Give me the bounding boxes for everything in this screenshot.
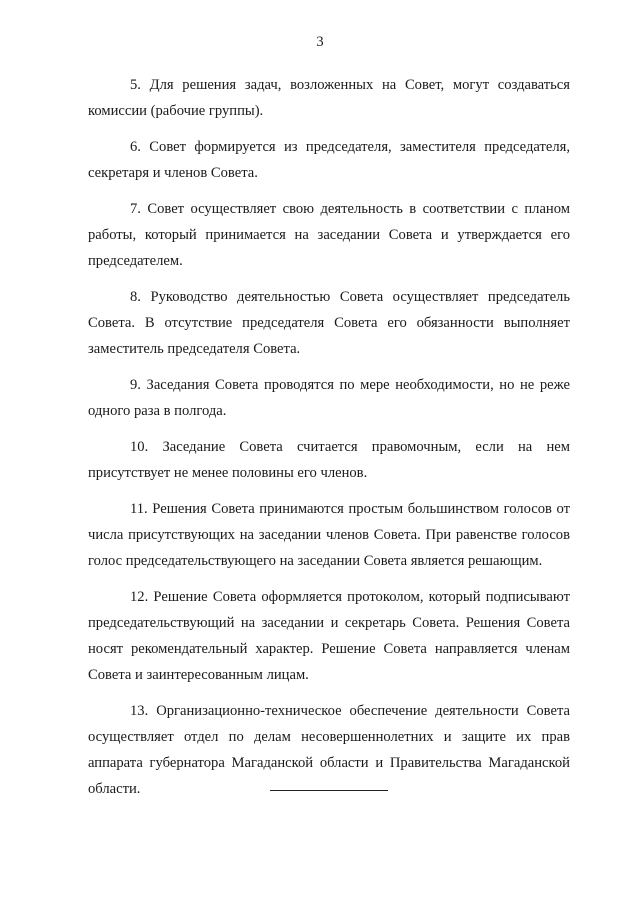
paragraph-13: 13. Организационно-техническое обеспечение деятельности Совета осуществляет отдел по делам несовершеннолетних и защите их прав аппарата губернатора Магаданской области и Правительства Магаданской области. <box>88 703 570 797</box>
paragraph-9: 9. Заседания Совета проводятся по мере необходимости, но не реже одного раза в полгода. <box>88 377 570 419</box>
paragraph-8: 8. Руководство деятельностью Совета осуществляет председатель Совета. В отсутствие председателя Совета его обязанности выполняет заместитель председателя Совета. <box>88 289 570 357</box>
paragraph-6: 6. Совет формируется из председателя, заместителя председателя, секретаря и членов Совета. <box>88 139 570 181</box>
page-number: 3 <box>316 34 324 50</box>
end-separator-line <box>270 790 388 791</box>
paragraph-12: 12. Решение Совета оформляется протоколом, который подписывают председательствующий на заседании и секретарь Совета. Решения Совета носят рекомендательный характер. Решение Совета направляется членам Совета и заинтересованным лицам. <box>88 589 570 683</box>
document-body <box>88 72 570 812</box>
paragraph-5: 5. Для решения задач, возложенных на Совет, могут создаваться комиссии (рабочие группы). <box>88 77 570 119</box>
paragraph-10: 10. Заседание Совета считается правомочным, если на нем присутствует не менее половины его членов. <box>88 439 570 481</box>
paragraph-7: 7. Совет осуществляет свою деятельность в соответствии с планом работы, который принимается на заседании Совета и утверждается его председателем. <box>88 201 570 269</box>
paragraph-11: 11. Решения Совета принимаются простым большинством голосов от числа присутствующих на заседании членов Совета. При равенстве голосов голос председательствующего на заседании Совета является решающим. <box>88 501 570 569</box>
